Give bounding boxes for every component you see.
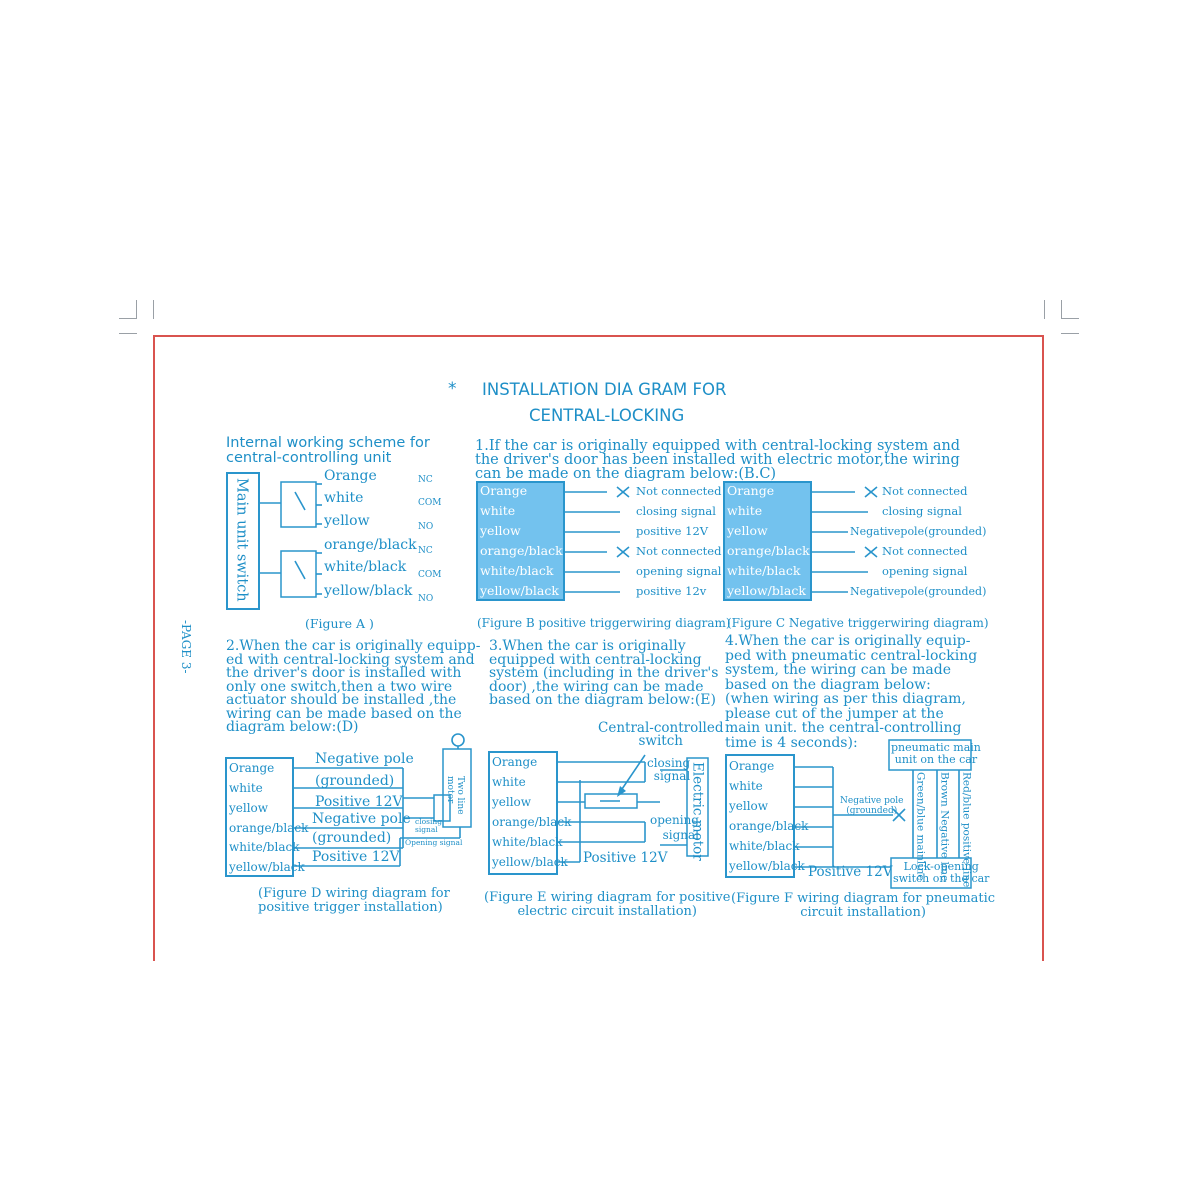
figure-d-wire: white (229, 781, 263, 795)
figure-b-wire: orange/black (480, 543, 563, 558)
figure-c-wire: yellow/black (727, 583, 806, 598)
section-2-text: 2.When the car is originally equipp- ed with central-locking system and the driver's door is installed with only one switch,then a two wire actuator should be installed ,the wiring can be made based on the diagram below:(D) (226, 638, 481, 735)
section-3-text: 3.When the car is originally equipped with central-locking system (including in the driver's door) ,the wiring can be made based on the diagram below:(E) (489, 638, 719, 708)
figure-f-wire: white (729, 779, 763, 793)
figure-e-motor: Electric motor (689, 762, 706, 861)
figure-c-wire: orange/black (727, 543, 810, 558)
figure-e-wire: Orange (492, 755, 538, 769)
figure-b-signal: Not connected (636, 484, 722, 498)
figure-b-signal: opening signal (636, 564, 722, 578)
section-4-text: 4.When the car is originally equip- ped with pneumatic central-locking system, the wiring can be made based on the diagram below: (when wiring as per this diagram, please cut of the jumper at the main unit. the central-controlling time is 4 seconds): (725, 633, 978, 751)
figure-e-closing: closing signal (647, 756, 691, 783)
title-asterisk: * (448, 379, 457, 399)
figure-b-wire: yellow (480, 523, 521, 538)
figure-f-vertical-label: Brown Negative line (938, 772, 951, 882)
figure-b-signal: Not connected (636, 544, 722, 558)
figure-d-caption: (Figure D wiring diagram for positive trigger installation) (258, 886, 450, 915)
figure-e-opening: opening signal (650, 813, 699, 842)
figure-b-wire: white (480, 503, 516, 518)
figure-d-wire: white/black (229, 840, 300, 854)
figure-b-wire: Orange (480, 483, 528, 498)
figure-a-wire: yellow (324, 513, 370, 529)
figure-b-wire: yellow/black (480, 583, 559, 598)
figure-d-label: Negative pole (312, 811, 411, 827)
figure-d-label: (grounded) (312, 830, 392, 846)
figure-c-wire: yellow (727, 523, 768, 538)
figure-c-signal: opening signal (882, 564, 968, 578)
figure-c-wire: Orange (727, 483, 775, 498)
figure-e-wire: yellow/black (492, 855, 568, 869)
figure-d-label: (grounded) (315, 773, 395, 789)
figure-d-label: Positive 12V (312, 849, 400, 865)
figure-c-wire: white/black (727, 563, 801, 578)
figure-a-caption: (Figure A ) (305, 616, 374, 631)
section-1-text: 1.If the car is originally equipped with central-locking system and the driver's door has been installed with electric motor,the wiring can be made on the diagram below:(B.C) (475, 438, 961, 482)
figure-c-caption: (Figure C Negative triggerwiring diagram) (727, 616, 989, 630)
figure-a-box-label: Main unit switch (233, 478, 250, 602)
figure-a-heading: Internal working scheme for central-controlling unit (226, 435, 430, 466)
figure-e-wire: yellow (492, 795, 532, 809)
figure-a-contact: NO (418, 522, 434, 532)
page-number: -PAGE 3- (179, 620, 193, 674)
figure-f-pneumatic: pneumatic main unit on the car (891, 741, 981, 766)
figure-a-wire: orange/black (324, 537, 417, 553)
figure-a-contact: NO (418, 594, 434, 604)
figure-a-contact: COM (418, 498, 442, 508)
figure-f-lock: Lock-opening switch on the car (893, 860, 990, 885)
figure-d-wire: yellow/black (229, 860, 305, 874)
figure-f-positive: Positive 12V (808, 864, 893, 880)
figure-f-wire: white/black (729, 839, 800, 853)
figure-f-wire: Orange (729, 759, 775, 773)
figure-a-contact: NC (418, 475, 433, 485)
figure-f-vertical-label: Green/blue mainline (914, 772, 927, 881)
figure-f-vertical-label: Red/blue positive line (960, 772, 973, 888)
figure-a-wire: white (324, 490, 364, 506)
figure-d-wire: orange/black (229, 821, 309, 835)
figure-c-signal: closing signal (882, 504, 962, 518)
figure-b-signal: positive 12V (636, 524, 709, 538)
figure-c-signal: Negativepole(grounded) (850, 525, 987, 538)
figure-d-wire: yellow (229, 801, 269, 815)
figure-f-wire: orange/black (729, 819, 809, 833)
figure-e-switch-label: Central-controlled switch (598, 720, 724, 749)
figure-e-positive: Positive 12V (583, 850, 668, 866)
figure-d-motor-label: Two line motor (445, 776, 465, 815)
figure-c-signal: Not connected (882, 544, 968, 558)
figure-b-caption: (Figure B positive triggerwiring diagram) (477, 616, 731, 630)
figure-a-wire: Orange (324, 468, 377, 484)
figure-c-wire: white (727, 503, 763, 518)
figure-b-wire: white/black (480, 563, 554, 578)
figure-a-contact: COM (418, 570, 442, 580)
figure-b-signal: closing signal (636, 504, 716, 518)
figure-d-wire: Orange (229, 761, 275, 775)
figure-f-wire: yellow (729, 799, 769, 813)
figure-e-caption: (Figure E wiring diagram for positive electric circuit installation) (484, 890, 731, 919)
figure-b-signal: positive 12v (636, 584, 707, 598)
page-title-line2: CENTRAL-LOCKING (529, 406, 685, 425)
figure-d-opening: Opening signal (405, 838, 463, 847)
figure-d-label: Positive 12V (315, 794, 403, 810)
figure-a-wire: yellow/black (324, 583, 413, 599)
figure-e-wire: orange/black (492, 815, 572, 829)
figure-f-negative: Negative pole (grounded) (840, 796, 904, 816)
figure-f-caption: (Figure F wiring diagram for pneumatic circuit installation) (731, 891, 996, 920)
figure-a-wire: white/black (324, 559, 407, 575)
figure-a-contact: NC (418, 546, 433, 556)
figure-d-closing: closing signal (415, 817, 442, 834)
figure-d-label: Negative pole (315, 751, 414, 767)
figure-e-wire: white/black (492, 835, 563, 849)
figure-f-wire: yellow/black (729, 859, 805, 873)
figure-c-signal: Negativepole(grounded) (850, 585, 987, 598)
figure-e-wire: white (492, 775, 526, 789)
page-title-line1: INSTALLATION DIA GRAM FOR (482, 380, 727, 399)
figure-c-signal: Not connected (882, 484, 968, 498)
